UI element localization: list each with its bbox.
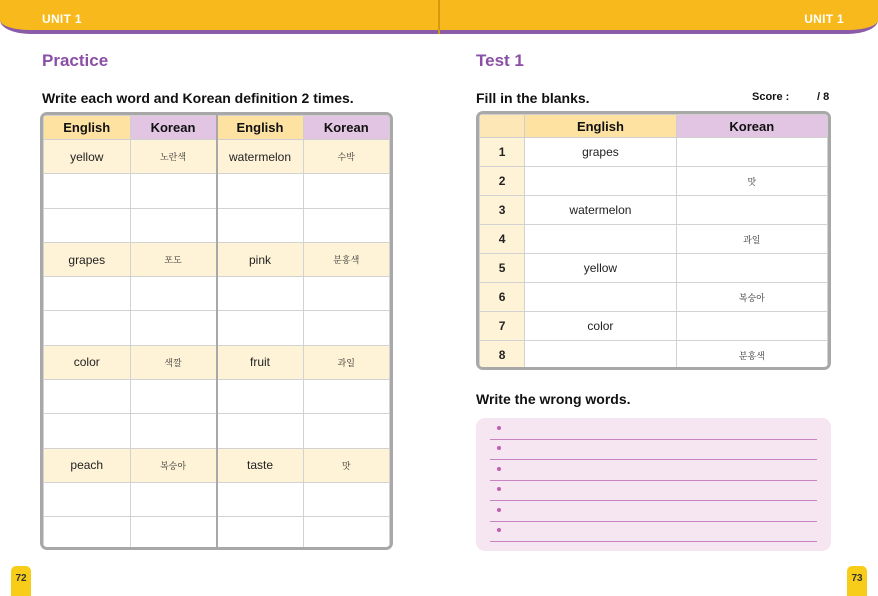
blank-row xyxy=(44,311,390,345)
writing-cell[interactable] xyxy=(44,311,131,345)
writing-cell[interactable] xyxy=(217,208,304,242)
english-answer[interactable]: yellow xyxy=(525,254,676,283)
test-header-row xyxy=(480,115,828,138)
english-answer[interactable] xyxy=(525,167,676,196)
wrong-word-line[interactable] xyxy=(490,420,817,440)
english-answer[interactable]: watermelon xyxy=(525,196,676,225)
writing-cell[interactable] xyxy=(217,482,304,516)
blank-row xyxy=(44,414,390,448)
korean-answer[interactable]: 복숭아 xyxy=(676,283,827,312)
test-row xyxy=(480,254,828,283)
bullet-dot xyxy=(497,467,501,471)
writing-cell[interactable] xyxy=(44,174,131,208)
wrong-word-line[interactable] xyxy=(490,481,817,501)
test-row xyxy=(480,138,828,167)
word-row xyxy=(44,140,390,174)
test-row xyxy=(480,312,828,341)
english-word: color xyxy=(44,345,131,379)
header-korean: Korean xyxy=(130,116,217,140)
english-word: grapes xyxy=(44,242,131,276)
writing-cell[interactable] xyxy=(44,380,131,414)
test-table xyxy=(476,111,831,370)
korean-answer[interactable]: 맛 xyxy=(676,167,827,196)
test-instruction: Fill in the blanks. xyxy=(476,90,590,106)
test-row xyxy=(480,196,828,225)
korean-definition: 맛 xyxy=(303,448,390,482)
wrong-word-line[interactable] xyxy=(490,461,817,481)
bullet-dot xyxy=(497,508,501,512)
wrong-word-line[interactable] xyxy=(490,522,817,542)
writing-cell[interactable] xyxy=(44,517,131,550)
english-answer[interactable] xyxy=(525,225,676,254)
writing-cell[interactable] xyxy=(303,174,390,208)
english-word: pink xyxy=(217,242,304,276)
korean-answer[interactable] xyxy=(676,312,827,341)
korean-answer[interactable] xyxy=(676,138,827,167)
writing-cell[interactable] xyxy=(130,482,217,516)
korean-definition: 복숭아 xyxy=(130,448,217,482)
blank-row xyxy=(44,380,390,414)
writing-cell[interactable] xyxy=(303,208,390,242)
header-korean: Korean xyxy=(676,115,827,138)
writing-cell[interactable] xyxy=(44,277,131,311)
korean-definition: 포도 xyxy=(130,242,217,276)
page-number-right: 73 xyxy=(847,566,867,596)
blank-row xyxy=(44,517,390,550)
bullet-dot xyxy=(497,446,501,450)
english-word: watermelon xyxy=(217,140,304,174)
header-english: English xyxy=(525,115,676,138)
practice-instruction: Write each word and Korean definition 2 times. xyxy=(42,90,354,106)
word-row xyxy=(44,345,390,379)
writing-cell[interactable] xyxy=(130,414,217,448)
writing-cell[interactable] xyxy=(217,380,304,414)
writing-cell[interactable] xyxy=(303,482,390,516)
blank-row xyxy=(44,482,390,516)
writing-cell[interactable] xyxy=(130,277,217,311)
english-answer[interactable] xyxy=(525,283,676,312)
test-row xyxy=(480,225,828,254)
test-row xyxy=(480,283,828,312)
question-number: 5 xyxy=(480,254,525,283)
writing-cell[interactable] xyxy=(217,311,304,345)
writing-cell[interactable] xyxy=(303,311,390,345)
writing-cell[interactable] xyxy=(130,311,217,345)
english-word: fruit xyxy=(217,345,304,379)
korean-answer[interactable] xyxy=(676,196,827,225)
question-number: 1 xyxy=(480,138,525,167)
header-english: English xyxy=(44,116,131,140)
korean-definition: 색깔 xyxy=(130,345,217,379)
writing-cell[interactable] xyxy=(217,517,304,550)
word-row xyxy=(44,242,390,276)
header-korean: Korean xyxy=(303,116,390,140)
bullet-dot xyxy=(497,528,501,532)
page-header xyxy=(0,0,878,34)
question-number: 4 xyxy=(480,225,525,254)
english-word: peach xyxy=(44,448,131,482)
korean-definition: 과일 xyxy=(303,345,390,379)
korean-answer[interactable] xyxy=(676,254,827,283)
writing-cell[interactable] xyxy=(130,174,217,208)
word-row xyxy=(44,448,390,482)
writing-cell[interactable] xyxy=(303,414,390,448)
korean-definition: 분홍색 xyxy=(303,242,390,276)
question-number: 3 xyxy=(480,196,525,225)
practice-header-row xyxy=(44,116,390,140)
writing-cell[interactable] xyxy=(130,380,217,414)
book-spine xyxy=(438,0,440,34)
page-number-left: 72 xyxy=(11,566,31,596)
writing-cell[interactable] xyxy=(44,414,131,448)
bullet-dot xyxy=(497,426,501,430)
practice-table xyxy=(40,112,393,550)
blank-row xyxy=(44,277,390,311)
test-row xyxy=(480,167,828,196)
header-number xyxy=(480,115,525,138)
question-number: 2 xyxy=(480,167,525,196)
writing-cell[interactable] xyxy=(44,482,131,516)
question-number: 6 xyxy=(480,283,525,312)
english-word: taste xyxy=(217,448,304,482)
header-english: English xyxy=(217,116,304,140)
unit-label-right: UNIT 1 xyxy=(804,12,844,26)
english-answer[interactable]: grapes xyxy=(525,138,676,167)
writing-cell[interactable] xyxy=(303,380,390,414)
writing-cell[interactable] xyxy=(217,174,304,208)
writing-cell[interactable] xyxy=(130,517,217,550)
english-word: yellow xyxy=(44,140,131,174)
writing-cell[interactable] xyxy=(217,414,304,448)
korean-answer[interactable]: 과일 xyxy=(676,225,827,254)
writing-cell[interactable] xyxy=(303,277,390,311)
english-answer[interactable] xyxy=(525,341,676,370)
bullet-dot xyxy=(497,487,501,491)
blank-row xyxy=(44,174,390,208)
writing-cell[interactable] xyxy=(303,517,390,550)
wrong-word-line[interactable] xyxy=(490,440,817,460)
english-answer[interactable]: color xyxy=(525,312,676,341)
blank-row xyxy=(44,208,390,242)
test-title: Test 1 xyxy=(476,51,524,70)
score-label: Score : xyxy=(752,91,790,103)
score-total: / 8 xyxy=(817,91,830,103)
korean-definition: 노란색 xyxy=(130,140,217,174)
wrong-words-title: Write the wrong words. xyxy=(476,391,631,407)
korean-answer[interactable]: 분홍색 xyxy=(676,341,827,370)
wrong-word-line[interactable] xyxy=(490,502,817,522)
writing-cell[interactable] xyxy=(44,208,131,242)
question-number: 7 xyxy=(480,312,525,341)
writing-cell[interactable] xyxy=(217,277,304,311)
test-row xyxy=(480,341,828,370)
unit-label-left: UNIT 1 xyxy=(42,12,82,26)
question-number: 8 xyxy=(480,341,525,370)
writing-cell[interactable] xyxy=(130,208,217,242)
korean-definition: 수박 xyxy=(303,140,390,174)
practice-title: Practice xyxy=(42,51,109,70)
wrong-words-box xyxy=(476,418,831,551)
